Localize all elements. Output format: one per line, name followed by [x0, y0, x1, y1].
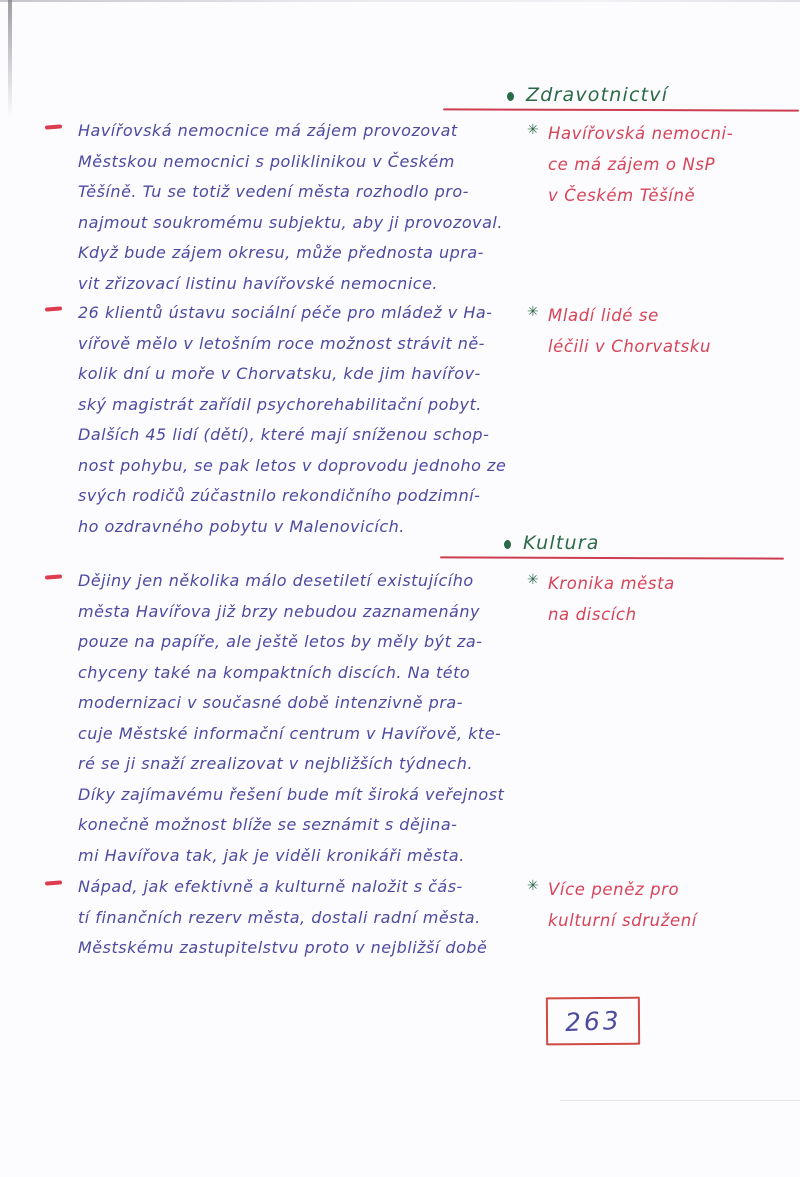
paragraph-dash-icon: [45, 574, 62, 579]
handwritten-line: ré se ji snaží zrealizovat v nejbližších týdnech.: [78, 754, 473, 773]
paragraph-dash-icon: [45, 880, 62, 885]
handwritten-line: Městskému zastupitelstvu proto v nejbližší době: [78, 938, 488, 957]
bullet-icon: [507, 92, 514, 101]
margin-note-line: kulturní sdružení: [548, 911, 697, 930]
margin-note-hospital: [527, 118, 798, 211]
scan-artifact-line: [560, 1100, 800, 1101]
scan-edge-left: [8, 0, 12, 118]
margin-note-line: Havířovská nemocni-: [548, 124, 734, 143]
handwritten-line: svých rodičů zúčastnilo rekondičního podzimní-: [78, 486, 481, 505]
handwritten-line: Dějiny jen několika málo desetiletí existujícího: [78, 571, 474, 590]
scan-edge-top: [0, 0, 800, 2]
handwritten-line: nost pohybu, se pak letos v doprovodu jednoho ze: [78, 455, 507, 475]
margin-note-chronicle: [527, 568, 798, 630]
handwritten-line: města Havířova již brzy nebudou zaznamenány: [78, 601, 480, 621]
margin-note-line: Kronika města: [548, 574, 675, 593]
handwritten-line: kolik dní u moře v Chorvatsku, kde jim havířov-: [78, 364, 481, 383]
handwritten-line: vířově mělo v letošním roce možnost strávit ně-: [78, 333, 485, 353]
handwritten-line: modernizaci v současné době intenzivně pra-: [78, 693, 463, 712]
margin-note-line: v Českém Těšíně: [548, 186, 696, 205]
handwritten-line: Díky zajímavému řešení bude mít široká veřejnost: [78, 784, 505, 804]
handwritten-line: pouze na papíře, ale ještě letos by měly být za-: [78, 632, 483, 651]
paragraph-hospital: [78, 116, 540, 299]
handwritten-line: vit zřizovací listinu havířovské nemocnice.: [78, 273, 438, 293]
handwritten-line: ho ozdravného pobytu v Malenovicích.: [78, 516, 405, 536]
page-number: 263: [564, 1005, 622, 1037]
section-heading-zdravotnictvi: [443, 84, 799, 106]
asterisk-icon: ✳: [527, 878, 539, 894]
page-number-box: [546, 997, 640, 1046]
margin-note-line: léčili v Chorvatsku: [548, 337, 712, 356]
section-heading-kultura: [440, 532, 784, 554]
margin-note-culture-money: [527, 874, 798, 936]
paragraph-clients-croatia: [78, 298, 540, 542]
margin-note-line: ce má zájem o NsP: [548, 155, 716, 174]
handwritten-line: chyceny také na kompaktních discích. Na této: [78, 662, 471, 682]
handwritten-line: Havířovská nemocnice má zájem provozovat: [78, 121, 458, 140]
handwritten-line: 26 klientů ústavu sociální péče pro mládež v Ha-: [78, 303, 493, 322]
paragraph-culture-money: [78, 872, 540, 964]
handwritten-line: ský magistrát zařídil psychorehabilitační pobyt.: [78, 394, 482, 414]
handwritten-line: tí finančních rezerv města, dostali radní města.: [78, 907, 481, 927]
bullet-icon: [504, 540, 511, 549]
handwritten-line: Městskou nemocnici s poliklinikou v Českém: [78, 151, 455, 171]
asterisk-icon: ✳: [527, 122, 539, 138]
margin-note-line: Více peněz pro: [548, 880, 680, 899]
heading-underline: [443, 108, 799, 111]
handwritten-line: Těšíně. Tu se totiž vedení města rozhodlo pro-: [78, 182, 469, 201]
section-heading-label: Zdravotnictví: [526, 84, 669, 106]
handwritten-line: mi Havířova tak, jak je viděli kronikáři města.: [78, 845, 465, 865]
paragraph-dash-icon: [45, 124, 62, 129]
heading-underline: [440, 556, 784, 559]
handwritten-line: Když bude zájem okresu, může přednosta upra-: [78, 243, 484, 262]
margin-note-line: na discích: [548, 605, 637, 624]
margin-note-youth: [527, 300, 798, 362]
handwritten-line: Nápad, jak efektivně a kulturně naložit s čás-: [78, 877, 463, 896]
paragraph-dash-icon: [45, 306, 62, 311]
handwritten-line: konečně možnost blíže se seznámit s dějina-: [78, 815, 458, 834]
asterisk-icon: ✳: [527, 304, 539, 320]
asterisk-icon: ✳: [527, 572, 539, 588]
section-heading-label: Kultura: [523, 532, 600, 554]
handwritten-line: najmout soukromému subjektu, aby ji provozoval.: [78, 212, 503, 232]
handwritten-line: Dalších 45 lidí (dětí), které mají sníženou schop-: [78, 425, 490, 444]
margin-note-line: Mladí lidé se: [548, 306, 659, 325]
paragraph-chronicle-discs: [78, 566, 540, 871]
handwritten-line: cuje Městské informační centrum v Havířově, kte-: [78, 723, 502, 743]
